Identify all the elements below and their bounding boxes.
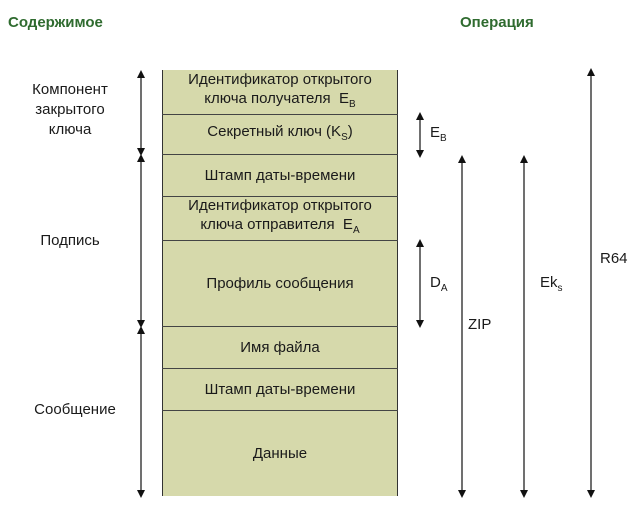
content-header: Содержимое: [8, 14, 103, 31]
sender-key-id-box: Идентификатор открытого ключа отправителя $E_A$: [162, 196, 398, 240]
data-box: Данные: [162, 410, 398, 496]
message-digest-box: Профиль сообщения: [162, 240, 398, 326]
eb-label: $E_B$: [430, 124, 447, 144]
r64-label: R64: [600, 250, 628, 267]
operation-header: Операция: [460, 14, 534, 31]
da-label: $D_A$: [430, 274, 448, 294]
eks-label: $Ek_s$: [540, 274, 563, 294]
timestamp-box-message: Штамп даты-времени: [162, 368, 398, 410]
key-component-label: Компонент закрытого ключа: [32, 81, 108, 138]
secret-key-box: Секретный ключ $(K_S)$: [162, 114, 398, 154]
timestamp-box-signature: Штамп даты-времени: [162, 154, 398, 196]
message-label: Сообщение: [34, 401, 116, 418]
zip-label: ZIP: [468, 316, 492, 333]
signature-label: Подпись: [40, 232, 100, 249]
filename-box: Имя файла: [162, 326, 398, 368]
recipient-key-id-box: Идентификатор открытого ключа получателя $E_B$: [162, 70, 398, 114]
